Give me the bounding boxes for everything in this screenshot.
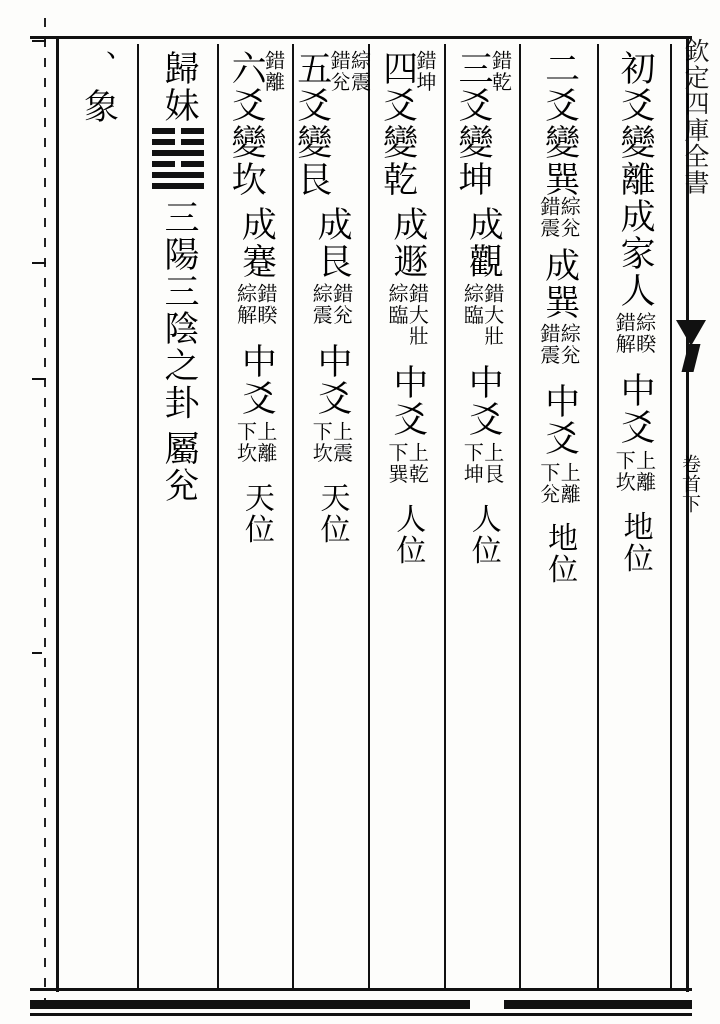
column-annotation-zong: 綜兊 bbox=[557, 323, 582, 366]
column-annotation-zong: 綜解 bbox=[233, 282, 258, 326]
column-fifth-line bbox=[291, 44, 372, 990]
column-sub-lower: 下坤 bbox=[460, 442, 485, 485]
column-position: 人位 bbox=[465, 502, 501, 567]
hexagram-attribution: 屬兊 bbox=[158, 429, 199, 505]
column-annotation-cuo-head: 錯震 bbox=[536, 196, 561, 239]
hexagram-line-5 bbox=[152, 139, 204, 145]
column-annotation-zong-head: 綜兊 bbox=[557, 196, 582, 239]
column-sub-lower: 下坎 bbox=[309, 421, 334, 464]
hexagram-line-4 bbox=[152, 150, 204, 156]
column-heading: 四爻變乾 bbox=[377, 50, 418, 199]
column-result: 成蹇 bbox=[236, 206, 277, 281]
column-heading: 初爻變離 bbox=[615, 50, 656, 199]
column-position: 天位 bbox=[238, 481, 274, 546]
column-annotation-cuo: 錯震 bbox=[536, 323, 561, 366]
column-sub-upper: 上離 bbox=[557, 461, 582, 505]
hexagram-name: 歸妹 bbox=[158, 50, 199, 125]
book-spine bbox=[666, 34, 712, 990]
hexagram-description: 三陽三陰之卦 bbox=[158, 199, 199, 422]
column-annotation-cuo: 錯大壯 bbox=[480, 282, 505, 347]
column-sub-upper: 上震 bbox=[329, 421, 354, 464]
frame-top-rule bbox=[30, 36, 692, 39]
column-annotation-zong-head: 綜震 bbox=[347, 50, 372, 93]
column-sixth-line bbox=[217, 44, 292, 990]
spine-title: 欽定四庫全書 bbox=[681, 38, 710, 196]
fishtail-ornament bbox=[676, 320, 706, 372]
column-hexagram-guimei bbox=[137, 44, 216, 990]
column-position: 天位 bbox=[314, 481, 350, 546]
margin-tick-upper bbox=[32, 262, 46, 264]
column-fourth-line bbox=[368, 44, 443, 990]
column-heading: 六爻變坎 bbox=[226, 50, 267, 199]
column-annotation-zong: 綜睽 bbox=[632, 311, 657, 355]
column-mid-line-label: 中爻 bbox=[387, 364, 428, 439]
column-annotation-cuo: 錯兊 bbox=[329, 282, 354, 326]
text-columns bbox=[56, 44, 672, 990]
column-mid-line-label: 中爻 bbox=[539, 383, 580, 458]
hexagram-line-6 bbox=[152, 128, 204, 134]
column-sub-upper: 上離 bbox=[253, 421, 278, 464]
column-annotation-zong: 綜臨 bbox=[460, 282, 485, 326]
column-sub-upper: 上乾 bbox=[405, 442, 430, 485]
hexagram-line-3 bbox=[152, 161, 204, 167]
column-sub-lower: 下坎 bbox=[612, 450, 637, 493]
column-annotation-cuo-head: 錯兊 bbox=[327, 50, 352, 93]
hexagram-line-2 bbox=[152, 172, 204, 178]
column-annotation-cuo: 錯大壯 bbox=[405, 282, 430, 347]
column-annotation-zong: 綜震 bbox=[309, 282, 334, 326]
column-heading: 二爻變巽 bbox=[539, 50, 580, 199]
column-mid-line-label: 中爻 bbox=[463, 364, 504, 439]
column-sub-lower: 下兊 bbox=[536, 461, 561, 505]
margin-tick-top bbox=[32, 40, 46, 42]
spine-volume: 卷首下 bbox=[679, 454, 701, 514]
margin-tick-middle bbox=[32, 378, 46, 380]
left-margin-dotted-rule bbox=[44, 18, 46, 1008]
column-position: 地位 bbox=[617, 510, 653, 575]
column-mid-line-label: 中爻 bbox=[236, 343, 277, 418]
column-result: 成巽 bbox=[539, 246, 580, 322]
column-position: 地位 bbox=[542, 522, 578, 586]
column-annotation-cuo-head: 錯坤 bbox=[413, 50, 437, 93]
column-result: 成觀 bbox=[463, 206, 504, 281]
column-annotation-cuo: 錯解 bbox=[612, 311, 637, 355]
column-annotation-cuo-head: 錯離 bbox=[261, 50, 286, 93]
column-result: 成家人 bbox=[615, 198, 656, 310]
column-result: 成艮 bbox=[312, 206, 353, 281]
column-position: 人位 bbox=[390, 502, 426, 567]
column-heading: 三爻變坤 bbox=[453, 50, 494, 199]
column-heading: 五爻變艮 bbox=[291, 50, 332, 199]
column-result: 成遯 bbox=[387, 206, 428, 281]
column-initial-line bbox=[597, 44, 672, 990]
bottom-thin-rule bbox=[30, 1013, 692, 1016]
xiang-marker: 、 bbox=[81, 50, 116, 82]
column-sub-lower: 下坎 bbox=[233, 421, 258, 464]
hexagram-figure bbox=[152, 128, 204, 189]
margin-tick-lower bbox=[32, 652, 42, 654]
column-second-line bbox=[519, 44, 596, 990]
xiang-label: 象 bbox=[78, 87, 119, 125]
column-sub-upper: 上離 bbox=[632, 450, 657, 493]
column-annotation-cuo: 錯睽 bbox=[253, 282, 278, 326]
column-annotation-cuo-head: 錯乾 bbox=[488, 50, 513, 93]
bottom-thick-rule bbox=[30, 1000, 692, 1009]
column-mid-line-label: 中爻 bbox=[615, 372, 656, 447]
column-annotation-zong: 綜臨 bbox=[384, 282, 409, 326]
hexagram-line-1 bbox=[152, 183, 204, 189]
bottom-rule-gap bbox=[470, 1000, 504, 1009]
column-sub-lower: 下巽 bbox=[384, 442, 409, 485]
column-sub-upper: 上艮 bbox=[480, 442, 505, 485]
column-third-line bbox=[444, 44, 519, 990]
column-mid-line-label: 中爻 bbox=[312, 343, 353, 418]
column-xiang bbox=[56, 44, 137, 990]
